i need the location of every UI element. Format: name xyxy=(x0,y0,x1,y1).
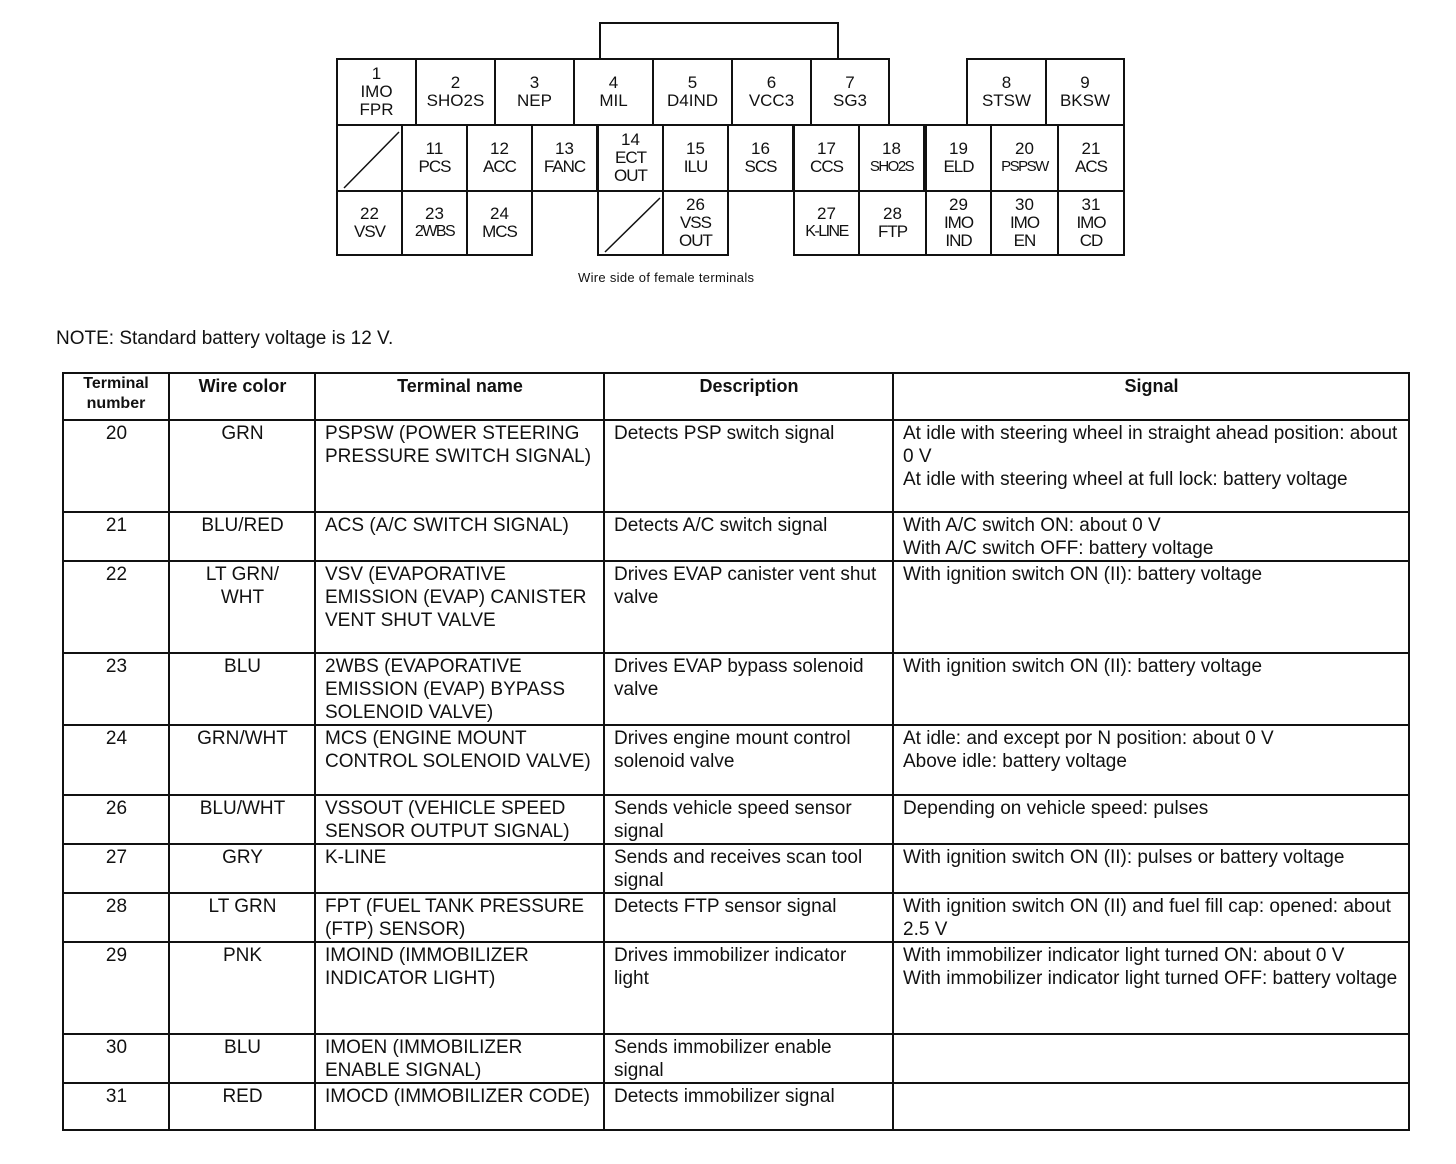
cell-wire-color: LT GRN xyxy=(169,893,315,942)
terminal-label: SHO2S xyxy=(869,158,914,175)
cell-terminal-number: 26 xyxy=(63,795,169,844)
battery-voltage-note: NOTE: Standard battery voltage is 12 V. xyxy=(56,328,394,349)
cell-description: Drives engine mount control solenoid valve xyxy=(604,725,893,795)
terminal-number: 6 xyxy=(766,73,777,92)
cell-signal xyxy=(893,561,1409,653)
cell-description: Sends and receives scan tool signal xyxy=(604,844,893,893)
table-row xyxy=(63,893,1409,942)
cell-wire-color: BLU xyxy=(169,1034,315,1083)
terminal-label: VSV xyxy=(353,222,386,241)
table-row xyxy=(63,653,1409,725)
header-signal: Signal xyxy=(893,373,1409,420)
blank-slash-icon xyxy=(338,126,405,194)
signal-line: With A/C switch OFF: battery voltage xyxy=(903,538,1214,559)
terminal-label: BKSW xyxy=(1059,91,1111,110)
signal-line: At idle with steering wheel in straight ahead position: about 0 V xyxy=(903,423,1398,467)
terminal-label: PSPSW xyxy=(1001,158,1048,175)
terminal-number: 9 xyxy=(1080,73,1090,92)
cell-terminal-name: MCS (ENGINE MOUNT CONTROL SOLENOID VALVE) xyxy=(315,725,604,795)
cell-signal xyxy=(893,942,1409,1034)
terminal-label: VSS OUT xyxy=(679,213,712,250)
signal-line: At idle with steering wheel at full lock: battery voltage xyxy=(903,469,1348,490)
cell-terminal-name: IMOEN (IMMOBILIZER ENABLE SIGNAL) xyxy=(315,1034,604,1083)
terminal-label: FANC xyxy=(543,157,586,176)
cell-description: Drives EVAP bypass solenoid valve xyxy=(604,653,893,725)
table-row xyxy=(63,795,1409,844)
terminal-cell-3 xyxy=(494,58,575,126)
terminal-cell-30 xyxy=(990,190,1059,256)
terminal-cell-17 xyxy=(793,124,860,192)
terminal-number: 16 xyxy=(751,139,770,158)
signal-line: Depending on vehicle speed: pulses xyxy=(903,798,1209,819)
cell-terminal-name: VSSOUT (VEHICLE SPEED SENSOR OUTPUT SIGNAL) xyxy=(315,795,604,844)
terminal-number: 24 xyxy=(490,204,509,223)
table-row xyxy=(63,844,1409,893)
terminal-cell-20 xyxy=(990,124,1059,192)
terminal-cell-11 xyxy=(401,124,468,192)
terminal-cell-21 xyxy=(1057,124,1125,192)
terminal-cell-14 xyxy=(597,124,664,192)
cell-description: Detects FTP sensor signal xyxy=(604,893,893,942)
terminal-number: 2 xyxy=(450,73,461,92)
header-wire-color: Wire color xyxy=(169,373,315,420)
cell-signal xyxy=(893,725,1409,795)
terminal-cell-16 xyxy=(727,124,794,192)
cell-wire-color: RED xyxy=(169,1083,315,1130)
terminal-cell-25-blank xyxy=(597,190,664,256)
terminal-number: 27 xyxy=(817,204,836,223)
terminal-number: 1 xyxy=(371,64,382,83)
terminal-label: SCS xyxy=(744,157,777,176)
cell-wire-color: LT GRN/ WHT xyxy=(169,561,315,653)
cell-terminal-number: 22 xyxy=(63,561,169,653)
terminal-cell-15 xyxy=(662,124,729,192)
terminal-number: 19 xyxy=(949,139,968,158)
cell-signal xyxy=(893,893,1409,942)
terminal-cell-22 xyxy=(336,190,403,256)
terminal-label: CCS xyxy=(810,157,843,176)
terminal-cell-4 xyxy=(573,58,654,126)
cell-terminal-number: 23 xyxy=(63,653,169,725)
terminal-number: 14 xyxy=(621,130,640,149)
terminal-number: 26 xyxy=(686,195,705,214)
terminal-cell-7 xyxy=(810,58,890,126)
terminal-number: 15 xyxy=(686,139,705,158)
cell-terminal-name: IMOIND (IMMOBILIZER INDICATOR LIGHT) xyxy=(315,942,604,1034)
signal-line: With A/C switch ON: about 0 V xyxy=(903,515,1161,536)
terminal-cell-8 xyxy=(966,58,1047,126)
cell-signal xyxy=(893,795,1409,844)
cell-terminal-number: 27 xyxy=(63,844,169,893)
terminal-label: MCS xyxy=(482,222,517,241)
terminal-label: FTP xyxy=(877,222,908,241)
terminal-number: 3 xyxy=(529,73,540,92)
cell-terminal-name: ACS (A/C SWITCH SIGNAL) xyxy=(315,512,604,561)
terminal-label: D4IND xyxy=(666,91,718,110)
cell-signal xyxy=(893,1034,1409,1083)
terminal-label: PCS xyxy=(418,157,451,176)
terminal-number: 31 xyxy=(1081,195,1101,214)
terminal-label: ELD xyxy=(943,157,974,176)
cell-description: Sends immobilizer enable signal xyxy=(604,1034,893,1083)
table-row xyxy=(63,1083,1409,1130)
terminal-cell-23 xyxy=(401,190,468,256)
terminal-table xyxy=(62,372,1410,1131)
terminal-label: IMO EN xyxy=(1009,213,1040,250)
cell-description: Drives EVAP canister vent shut valve xyxy=(604,561,893,653)
terminal-cell-31 xyxy=(1057,190,1125,256)
terminal-cell-18 xyxy=(858,124,925,192)
signal-line: With ignition switch ON (II): battery voltage xyxy=(903,656,1263,677)
table-row xyxy=(63,1034,1409,1083)
terminal-cell-2 xyxy=(415,58,496,126)
terminal-cell-24 xyxy=(466,190,533,256)
terminal-cell-28 xyxy=(858,190,927,256)
table-body xyxy=(63,420,1409,1130)
header-terminal-number: Terminal number xyxy=(63,373,169,420)
signal-line: With immobilizer indicator light turned OFF: battery voltage xyxy=(903,968,1398,989)
cell-terminal-name: K-LINE xyxy=(315,844,604,893)
terminal-label: K-LINE xyxy=(805,223,848,240)
connector-latch-tab xyxy=(599,22,839,58)
cell-description: Drives immobilizer indicator light xyxy=(604,942,893,1034)
terminal-label: ACS xyxy=(1075,157,1107,176)
connector-diagram xyxy=(0,0,1456,300)
terminal-cell-6 xyxy=(731,58,812,126)
signal-line: With ignition switch ON (II): pulses or battery voltage xyxy=(903,847,1345,868)
terminal-cell-27 xyxy=(793,190,860,256)
signal-line: Above idle: battery voltage xyxy=(903,751,1127,772)
cell-terminal-number: 24 xyxy=(63,725,169,795)
terminal-label: MIL xyxy=(599,91,628,110)
cell-description: Detects A/C switch signal xyxy=(604,512,893,561)
cell-signal xyxy=(893,1083,1409,1130)
cell-wire-color: BLU/RED xyxy=(169,512,315,561)
cell-terminal-number: 31 xyxy=(63,1083,169,1130)
terminal-cell-26 xyxy=(662,190,729,256)
terminal-number: 8 xyxy=(1001,73,1012,92)
terminal-number: 13 xyxy=(555,139,574,158)
cell-terminal-name: VSV (EVAPORATIVE EMISSION (EVAP) CANISTER VENT SHUT VALVE xyxy=(315,561,604,653)
cell-wire-color: BLU/WHT xyxy=(169,795,315,844)
terminal-label: IMO FPR xyxy=(359,82,394,119)
table-row xyxy=(63,725,1409,795)
cell-wire-color: GRN xyxy=(169,420,315,512)
cell-signal xyxy=(893,420,1409,512)
cell-description: Detects PSP switch signal xyxy=(604,420,893,512)
terminal-label: ACC xyxy=(483,157,516,176)
cell-wire-color: GRN/WHT xyxy=(169,725,315,795)
blank-slash-icon xyxy=(599,192,666,258)
table-row xyxy=(63,561,1409,653)
terminal-number: 28 xyxy=(883,204,902,223)
table-header-row xyxy=(63,373,1409,420)
cell-signal xyxy=(893,653,1409,725)
terminal-number: 30 xyxy=(1015,195,1034,214)
cell-terminal-name: IMOCD (IMMOBILIZER CODE) xyxy=(315,1083,604,1130)
terminal-number: 22 xyxy=(360,204,379,223)
terminal-number: 18 xyxy=(882,139,901,158)
terminal-cell-13 xyxy=(531,124,598,192)
signal-line: With ignition switch ON (II) and fuel fill cap: opened: about 2.5 V xyxy=(903,896,1391,940)
terminal-number: 21 xyxy=(1081,139,1101,158)
terminal-label: IMO IND xyxy=(943,213,974,250)
cell-terminal-number: 20 xyxy=(63,420,169,512)
terminal-number: 29 xyxy=(949,195,968,214)
connector-caption: Wire side of female terminals xyxy=(578,270,755,285)
table-row xyxy=(63,512,1409,561)
cell-terminal-number: 30 xyxy=(63,1034,169,1083)
cell-wire-color: PNK xyxy=(169,942,315,1034)
terminal-number: 20 xyxy=(1015,139,1034,158)
terminal-cell-29 xyxy=(925,190,992,256)
table-row xyxy=(63,420,1409,512)
cell-terminal-name: FPT (FUEL TANK PRESSURE (FTP) SENSOR) xyxy=(315,893,604,942)
terminal-number: 7 xyxy=(845,73,855,92)
terminal-label: VCC3 xyxy=(748,91,795,110)
signal-line: With immobilizer indicator light turned ON: about 0 V xyxy=(903,945,1345,966)
terminal-number: 17 xyxy=(817,139,836,158)
terminal-number: 11 xyxy=(425,139,444,158)
terminal-number: 4 xyxy=(608,73,619,92)
terminal-label: 2WBS xyxy=(414,223,455,240)
signal-line: With ignition switch ON (II): battery voltage xyxy=(903,564,1263,585)
terminal-label: IMO CD xyxy=(1076,213,1106,250)
cell-wire-color: GRY xyxy=(169,844,315,893)
terminal-cell-10-blank xyxy=(336,124,403,192)
cell-terminal-number: 21 xyxy=(63,512,169,561)
terminal-label: SHO2S xyxy=(426,91,485,110)
terminal-number: 5 xyxy=(687,73,698,92)
cell-description: Sends vehicle speed sensor signal xyxy=(604,795,893,844)
terminal-cell-12 xyxy=(466,124,533,192)
cell-terminal-number: 28 xyxy=(63,893,169,942)
terminal-cell-9 xyxy=(1045,58,1125,126)
terminal-number: 23 xyxy=(425,204,444,223)
terminal-cell-5 xyxy=(652,58,733,126)
cell-signal xyxy=(893,512,1409,561)
cell-signal xyxy=(893,844,1409,893)
terminal-label: SG3 xyxy=(832,91,868,110)
terminal-cell-19 xyxy=(925,124,992,192)
signal-line: At idle: and except por N position: about 0 V xyxy=(903,728,1274,749)
terminal-cell-1 xyxy=(336,58,417,126)
header-terminal-name: Terminal name xyxy=(315,373,604,420)
header-description: Description xyxy=(604,373,893,420)
cell-description: Detects immobilizer signal xyxy=(604,1083,893,1130)
terminal-label: ILU xyxy=(683,157,708,176)
terminal-number: 12 xyxy=(490,139,509,158)
terminal-label: NEP xyxy=(517,91,552,110)
terminal-label: ECT OUT xyxy=(614,148,647,185)
terminal-label: STSW xyxy=(981,91,1032,110)
cell-wire-color: BLU xyxy=(169,653,315,725)
cell-terminal-name: PSPSW (POWER STEERING PRESSURE SWITCH SIGNAL) xyxy=(315,420,604,512)
table-row xyxy=(63,942,1409,1034)
cell-terminal-name: 2WBS (EVAPORATIVE EMISSION (EVAP) BYPASS SOLENOID VALVE) xyxy=(315,653,604,725)
cell-terminal-number: 29 xyxy=(63,942,169,1034)
